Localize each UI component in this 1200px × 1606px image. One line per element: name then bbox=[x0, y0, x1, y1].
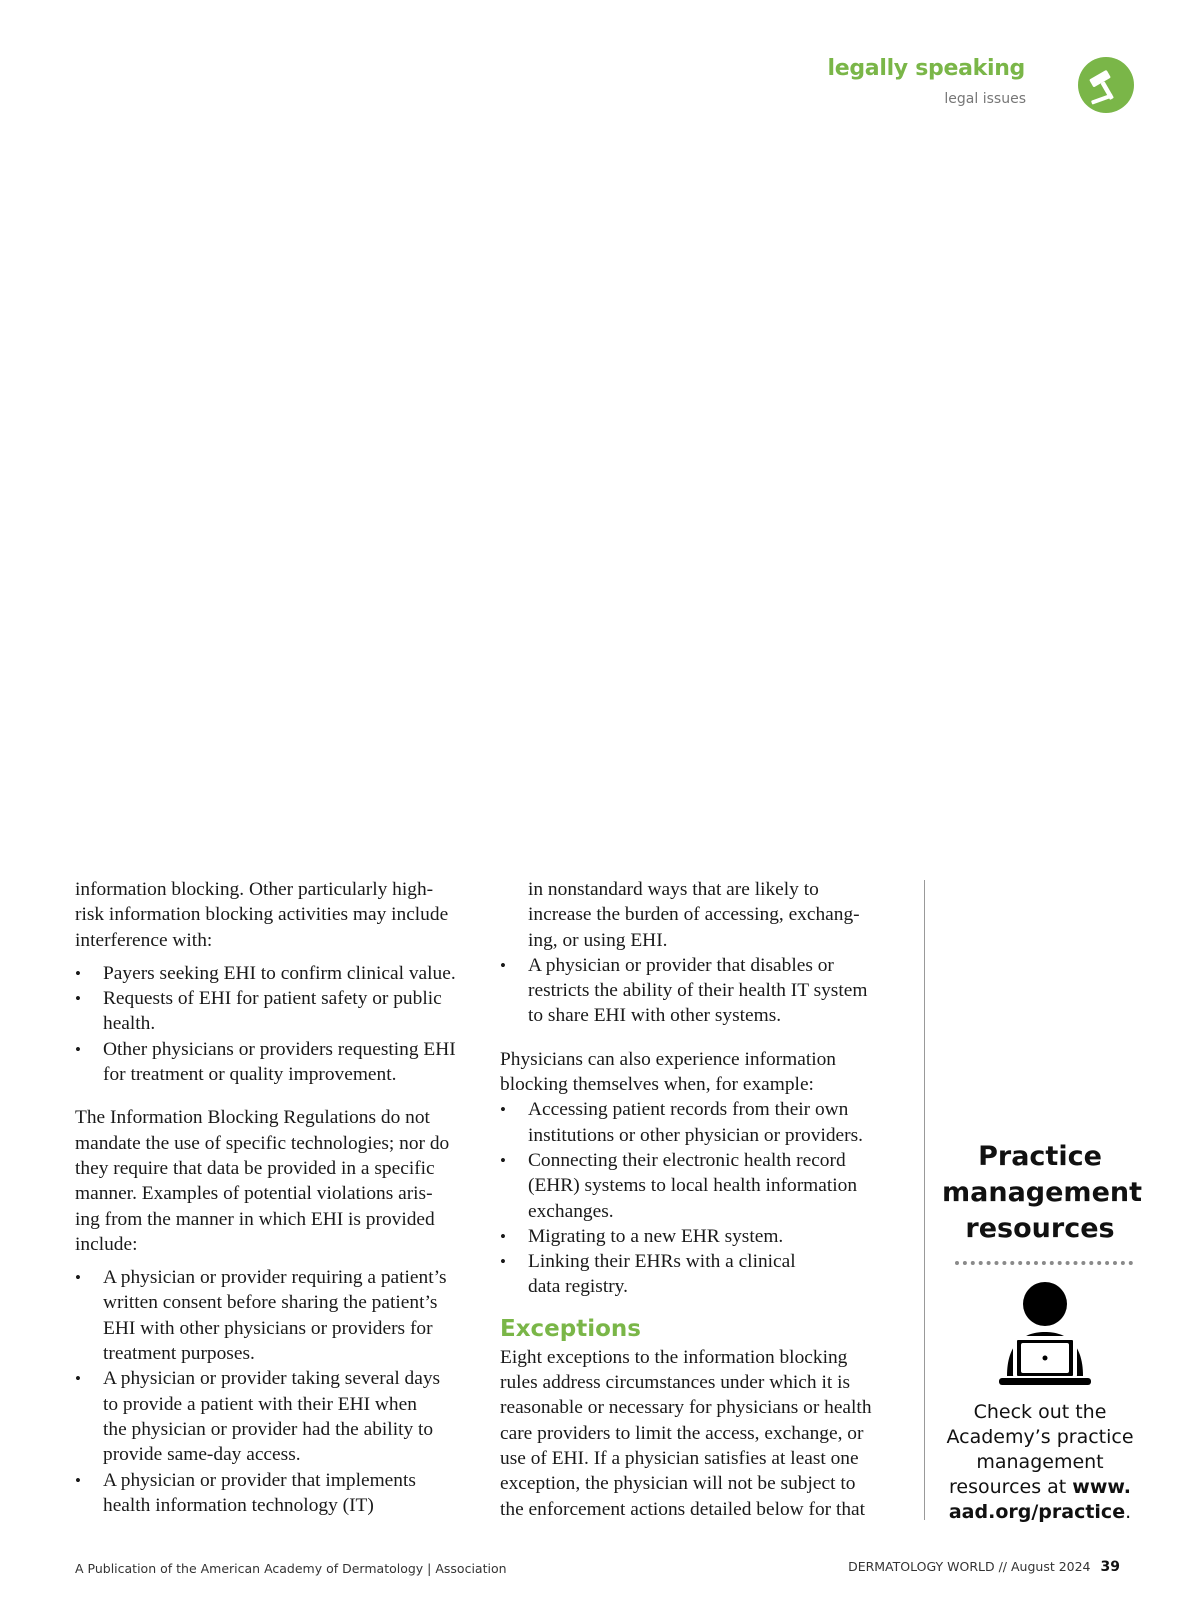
text-line: Requests of EHI for patient safety or public bbox=[103, 988, 442, 1010]
text-line: ing from the manner in which EHI is provided bbox=[75, 1208, 435, 1230]
text-line: Linking their EHRs with a clinical bbox=[528, 1251, 796, 1273]
text-line: blocking themselves when, for example: bbox=[500, 1074, 814, 1096]
text-line: for treatment or quality improvement. bbox=[103, 1064, 397, 1086]
text-line: Accessing patient records from their own bbox=[528, 1099, 849, 1121]
text-line: exchanges. bbox=[528, 1200, 614, 1222]
footer-issue bbox=[848, 1559, 1120, 1575]
text-line: A physician or provider that disables or bbox=[528, 954, 834, 976]
text-line: data registry. bbox=[528, 1276, 628, 1298]
text-line: provide same-day access. bbox=[103, 1444, 301, 1466]
section-title: legally speaking bbox=[827, 56, 1025, 81]
page-number: 39 bbox=[1100, 1559, 1120, 1575]
list-item bbox=[500, 1097, 900, 1148]
title-line: Practice bbox=[978, 1141, 1102, 1172]
text-line: care providers to limit the access, exchange, or bbox=[500, 1422, 864, 1444]
text-line: Check out the bbox=[973, 1401, 1107, 1423]
list-item bbox=[500, 1249, 900, 1300]
text-line: A physician or provider requiring a patient’s bbox=[103, 1267, 447, 1289]
bullet-list-violations bbox=[75, 1265, 475, 1518]
laptop-user-icon bbox=[995, 1280, 1095, 1388]
text-line: rules address circumstances under which it is bbox=[500, 1372, 851, 1394]
text-line: EHI with other physicians or providers for bbox=[103, 1317, 433, 1339]
text-line: Physicians can also experience information bbox=[500, 1048, 836, 1070]
title-line: management bbox=[942, 1177, 1143, 1208]
text-line: exception, the physician will not be subject to bbox=[500, 1473, 856, 1495]
text-line: the enforcement actions detailed below for that bbox=[500, 1498, 866, 1520]
paragraph-regulations bbox=[75, 1105, 475, 1257]
text-fragment: resources at bbox=[949, 1476, 1073, 1498]
dotted-divider bbox=[955, 1261, 1133, 1265]
gavel-icon bbox=[1078, 57, 1134, 113]
text-fragment: . bbox=[1125, 1501, 1132, 1523]
list-item-continued bbox=[500, 877, 900, 953]
text-line: (EHR) systems to local health information bbox=[528, 1175, 858, 1197]
text-line: health information technology (IT) bbox=[103, 1494, 374, 1516]
bullet-list-examples bbox=[500, 1097, 900, 1299]
list-item bbox=[75, 986, 475, 1037]
heading-exceptions: Exceptions bbox=[500, 1315, 641, 1342]
list-item bbox=[75, 961, 475, 986]
text-line: health. bbox=[103, 1013, 156, 1035]
footer-issue-text: DERMATOLOGY WORLD // August 2024 bbox=[848, 1559, 1091, 1574]
practice-link[interactable]: www. bbox=[1072, 1476, 1131, 1498]
list-item bbox=[75, 1037, 475, 1088]
paragraph-exceptions bbox=[500, 1345, 900, 1522]
text-line: Academy’s practice bbox=[946, 1426, 1134, 1448]
text-line: information blocking. Other particularly high- bbox=[75, 879, 434, 900]
text-line: in nonstandard ways that are likely to bbox=[528, 879, 819, 900]
text-line: Migrating to a new EHR system. bbox=[528, 1225, 784, 1247]
list-item bbox=[75, 1468, 475, 1519]
text-line: A physician or provider taking several days bbox=[103, 1368, 441, 1390]
text-line bbox=[942, 1500, 1138, 1525]
text-line: Payers seeking EHI to confirm clinical value. bbox=[103, 962, 456, 984]
paragraph-high-risk bbox=[75, 877, 475, 953]
text-line: manner. Examples of potential violations aris- bbox=[75, 1183, 433, 1205]
text-line: ing, or using EHI. bbox=[528, 929, 668, 951]
list-item bbox=[75, 1366, 475, 1467]
text-line: management bbox=[976, 1451, 1104, 1473]
column-divider bbox=[924, 880, 925, 1520]
sidebar-text bbox=[942, 1400, 1138, 1525]
text-line: they require that data be provided in a specific bbox=[75, 1157, 435, 1179]
footer-publication: A Publication of the American Academy of Dermatology | Association bbox=[75, 1561, 507, 1576]
text-line: A physician or provider that implements bbox=[103, 1469, 416, 1491]
list-item bbox=[500, 1224, 900, 1249]
text-line: The Information Blocking Regulations do not bbox=[75, 1107, 430, 1129]
list-item bbox=[500, 953, 900, 1029]
practice-link[interactable]: aad.org/practice bbox=[948, 1501, 1126, 1523]
text-line: to provide a patient with their EHI when bbox=[103, 1393, 417, 1415]
text-line: include: bbox=[75, 1233, 138, 1255]
list-item bbox=[75, 1265, 475, 1366]
text-line: mandate the use of specific technologies; nor do bbox=[75, 1132, 450, 1154]
text-line: Connecting their electronic health record bbox=[528, 1149, 846, 1171]
text-line: risk information blocking activities may include bbox=[75, 904, 449, 926]
sidebar-title bbox=[942, 1139, 1143, 1247]
column-middle bbox=[500, 877, 900, 1522]
section-subtitle: legal issues bbox=[944, 91, 1026, 107]
bullet-list-interference bbox=[75, 961, 475, 1087]
text-line: institutions or other physician or providers. bbox=[528, 1124, 863, 1146]
text-line: Eight exceptions to the information blocking bbox=[500, 1346, 848, 1368]
text-line: interference with: bbox=[75, 929, 213, 951]
text-line: to share EHI with other systems. bbox=[528, 1005, 782, 1027]
text-line: the physician or provider had the ability to bbox=[103, 1418, 434, 1440]
column-left bbox=[75, 877, 475, 1518]
text-line: use of EHI. If a physician satisfies at least one bbox=[500, 1447, 859, 1469]
text-line bbox=[942, 1475, 1138, 1500]
bullet-list-continued bbox=[500, 877, 900, 1029]
text-line: restricts the ability of their health IT system bbox=[528, 980, 868, 1002]
text-line: treatment purposes. bbox=[103, 1343, 255, 1365]
title-line: resources bbox=[965, 1213, 1115, 1244]
paragraph-experience bbox=[500, 1047, 900, 1098]
text-line: increase the burden of accessing, exchang- bbox=[528, 904, 860, 926]
text-line: written consent before sharing the patient’s bbox=[103, 1292, 438, 1314]
list-item bbox=[500, 1148, 900, 1224]
text-line: reasonable or necessary for physicians or health bbox=[500, 1397, 872, 1419]
text-line: Other physicians or providers requesting EHI bbox=[103, 1038, 456, 1060]
